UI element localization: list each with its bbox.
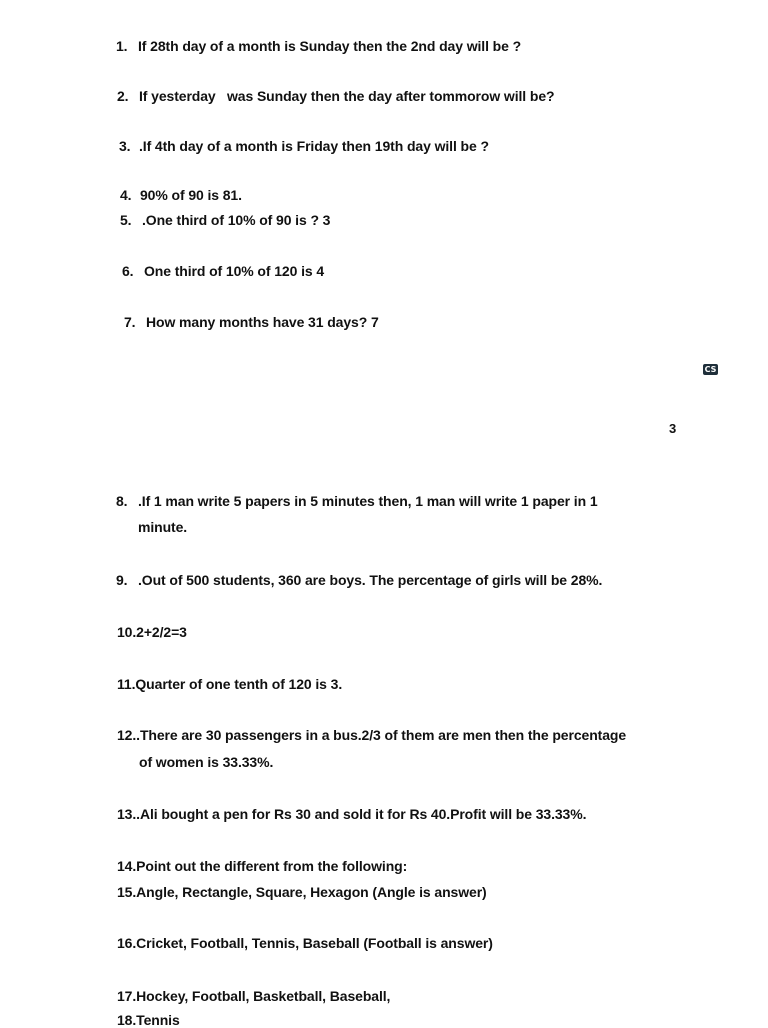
question-6 [122, 263, 324, 279]
question-5 [120, 212, 330, 228]
question-1 [116, 38, 521, 54]
question-number: 18. [117, 1012, 137, 1028]
question-text: .Ali bought a pen for Rs 30 and sold it for Rs 40.Profit will be 33.33%. [136, 806, 587, 822]
question-number: 7. [124, 314, 136, 330]
question-text: Point out the different from the following: [136, 858, 408, 874]
question-number: 14. [117, 858, 137, 874]
page-number: 3 [669, 421, 677, 436]
question-number: 5. [120, 212, 132, 228]
question-text: .There are 30 passengers in a bus.2/3 of them are men then the percentage [136, 727, 627, 743]
question-number: 13. [117, 806, 137, 822]
question-15 [117, 884, 487, 900]
question-text-continuation: minute. [138, 519, 188, 535]
question-8 [116, 493, 598, 535]
question-text: If 28th day of a month is Sunday then the 2nd day will be ? [138, 38, 522, 54]
question-10 [117, 624, 187, 640]
question-text: .One third of 10% of 90 is ? 3 [142, 212, 331, 228]
question-text: 2+2/2=3 [136, 624, 187, 640]
question-text: One third of 10% of 120 is 4 [144, 263, 325, 279]
question-number: 15. [117, 884, 137, 900]
question-16 [117, 935, 493, 951]
question-text: Tennis [136, 1012, 180, 1028]
question-number: 9. [116, 572, 128, 588]
question-number: 16. [117, 935, 137, 951]
question-text: .Out of 500 students, 360 are boys. The percentage of girls will be 28%. [138, 572, 603, 588]
question-14 [117, 858, 407, 874]
question-text: Cricket, Football, Tennis, Baseball (Football is answer) [136, 935, 493, 951]
question-text: If yesterday was Sunday then the day after tommorow will be? [139, 88, 555, 104]
question-text: Angle, Rectangle, Square, Hexagon (Angle is answer) [136, 884, 487, 900]
question-text: .If 4th day of a month is Friday then 19th day will be ? [139, 138, 489, 154]
question-number: 2. [117, 88, 129, 104]
question-number: 17. [117, 988, 137, 1004]
question-number: 11. [117, 676, 136, 692]
scanner-logo-icon: CS [704, 365, 717, 374]
question-text: 90% of 90 is 81. [140, 187, 242, 203]
question-number: 12. [117, 727, 137, 743]
question-number: 3. [119, 138, 131, 154]
question-text-continuation: of women is 33.33%. [139, 754, 274, 770]
question-3 [119, 138, 489, 154]
question-7 [124, 314, 379, 330]
question-number: 8. [116, 493, 128, 509]
question-17 [117, 988, 390, 1004]
question-number: 6. [122, 263, 134, 279]
question-11 [117, 676, 342, 692]
question-9 [116, 572, 602, 588]
question-number: 4. [120, 187, 132, 203]
question-number: 10. [117, 624, 137, 640]
question-text: Quarter of one tenth of 120 is 3. [135, 676, 343, 692]
question-number: 1. [116, 38, 128, 54]
question-4 [120, 187, 242, 203]
question-text: How many months have 31 days? 7 [146, 314, 379, 330]
question-13 [117, 806, 586, 822]
question-18 [117, 1012, 180, 1028]
question-text: .If 1 man write 5 papers in 5 minutes then, 1 man will write 1 paper in 1 [138, 493, 598, 509]
question-text: Hockey, Football, Basketball, Baseball, [136, 988, 391, 1004]
question-12 [117, 727, 627, 770]
question-2 [117, 88, 554, 104]
